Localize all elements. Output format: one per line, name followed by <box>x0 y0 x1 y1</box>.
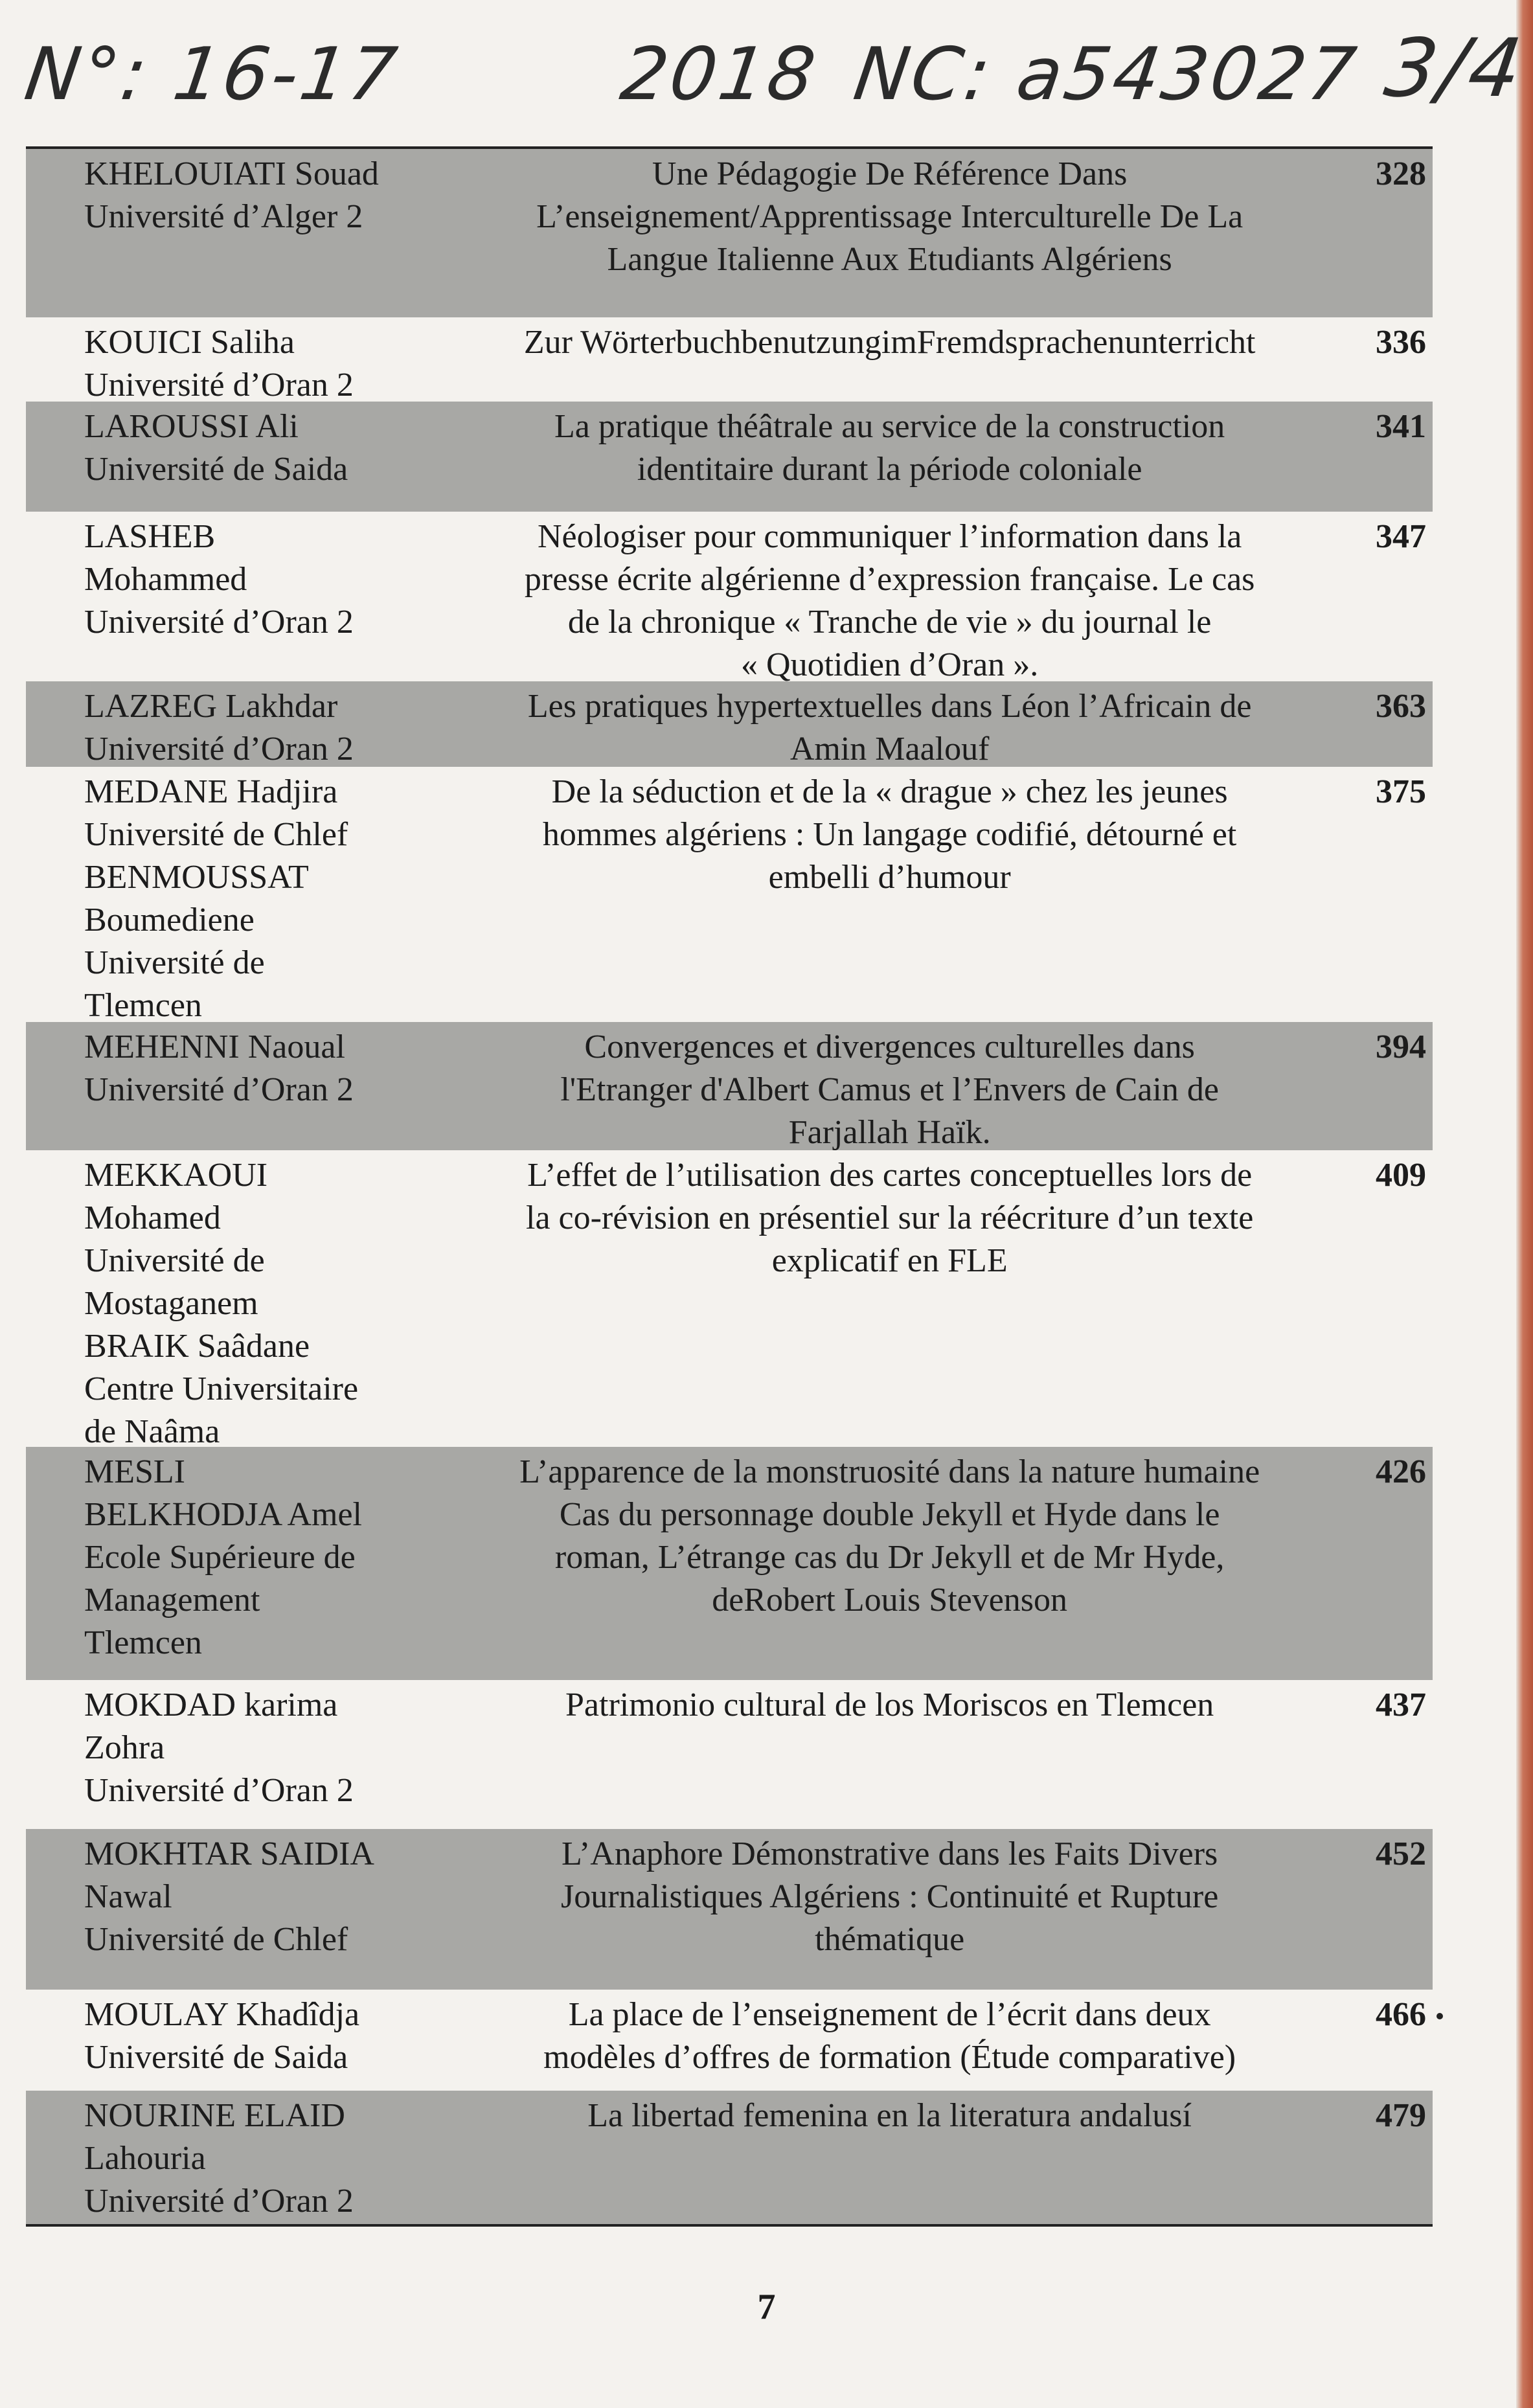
author-line: Mohammed <box>84 561 247 598</box>
toc-authors <box>26 1993 459 2079</box>
author-line: KOUICI Saliha <box>84 324 295 361</box>
toc-title <box>459 685 1301 771</box>
author-line: Université d’Oran 2 <box>84 2183 354 2220</box>
toc-row <box>26 149 1433 317</box>
author-line: Mostaganem <box>84 1285 258 1322</box>
toc-authors <box>26 405 459 491</box>
author-line: KHELOUIATI Souad <box>84 155 379 192</box>
handwritten-header <box>0 19 1533 142</box>
title-line: hommes algériens : Un langage codifié, détourné et <box>542 816 1237 853</box>
title-line: Cas du personnage double Jekyll et Hyde dans le <box>559 1496 1220 1533</box>
toc-page-number: 426 <box>1376 1453 1426 1490</box>
author-line: Lahouria <box>84 2140 206 2177</box>
toc-page-number: 466 <box>1376 1996 1426 2033</box>
title-line: La pratique théâtrale au service de la construction <box>554 408 1225 445</box>
author-line: BENMOUSSAT <box>84 859 309 896</box>
author-line: Université de Chlef <box>84 816 348 853</box>
author-line: Université d’Oran 2 <box>84 367 354 403</box>
author-line: Boumediene <box>84 902 255 938</box>
author-line: Tlemcen <box>84 987 202 1024</box>
author-line: BRAIK Saâdane <box>84 1328 310 1365</box>
title-line: Patrimonio cultural de los Moriscos en Tlemcen <box>565 1687 1214 1723</box>
toc-authors <box>26 1451 459 1664</box>
author-line: Université de Saida <box>84 451 348 488</box>
toc-row <box>26 1447 1433 1680</box>
toc-authors <box>26 2095 459 2223</box>
title-line: Les pratiques hypertextuelles dans Léon l’Africain de <box>527 688 1252 725</box>
title-line: de la chronique « Tranche de vie » du journal le <box>567 604 1212 641</box>
author-line: de Naâma <box>84 1413 220 1450</box>
title-line: L’effet de l’utilisation des cartes conceptuelles lors de <box>527 1157 1253 1194</box>
toc-authors <box>26 685 459 771</box>
page-edge <box>1516 0 1533 2408</box>
toc-page-number: 347 <box>1376 518 1426 555</box>
title-line: « Quotidien d’Oran ». <box>741 646 1039 683</box>
author-line: MOKHTAR SAIDIA <box>84 1835 374 1872</box>
toc-page-number: 363 <box>1376 688 1426 725</box>
title-line: explicatif en FLE <box>771 1242 1008 1279</box>
author-line: Université de Chlef <box>84 1921 348 1958</box>
title-line: roman, L’étrange cas du Dr Jekyll et de Mr Hyde, <box>554 1539 1225 1576</box>
author-line: LAROUSSI Ali <box>84 408 299 445</box>
toc-row <box>26 2091 1433 2224</box>
toc-page-number: 341 <box>1376 408 1426 445</box>
title-line: embelli d’humour <box>768 859 1011 896</box>
toc-title <box>459 405 1301 491</box>
author-line: Université d’Alger 2 <box>84 198 363 235</box>
author-line: MOULAY Khadîdja <box>84 1996 360 2033</box>
author-line: Université d’Oran 2 <box>84 731 354 767</box>
author-line: NOURINE ELAID <box>84 2097 345 2134</box>
title-line: L’enseignement/Apprentissage Interculturelle De La <box>536 198 1243 235</box>
toc-page-number: 328 <box>1376 155 1426 192</box>
author-line: Université d’Oran 2 <box>84 1772 354 1809</box>
toc-authors <box>26 1026 459 1111</box>
toc-title <box>459 771 1301 899</box>
toc-page-number: 375 <box>1376 773 1426 810</box>
toc-authors <box>26 1684 459 1812</box>
title-line: Amin Maalouf <box>789 731 990 767</box>
title-line: Langue Italienne Aux Etudiants Algériens <box>607 241 1172 278</box>
toc-title <box>459 321 1301 364</box>
author-line: LASHEB <box>84 518 216 555</box>
author-line: Université d’Oran 2 <box>84 604 354 641</box>
toc-row <box>26 317 1433 402</box>
title-line: identitaire durant la période coloniale <box>637 451 1142 488</box>
author-line: Tlemcen <box>84 1624 202 1661</box>
toc-authors <box>26 1154 459 1453</box>
toc-page-number: 452 <box>1376 1835 1426 1872</box>
toc-page-number: 409 <box>1376 1157 1426 1194</box>
handwritten-part-fraction: 3/4 <box>1379 22 1530 115</box>
title-line: Convergences et divergences culturelles dans <box>584 1028 1195 1065</box>
author-line: Université d’Oran 2 <box>84 1071 354 1108</box>
title-line: L’apparence de la monstruosité dans la nature humaine <box>519 1453 1260 1490</box>
toc-row <box>26 1150 1433 1450</box>
author-line: MESLI <box>84 1453 185 1490</box>
author-line: LAZREG Lakhdar <box>84 688 338 725</box>
title-line: La libertad femenina en la literatura andalusí <box>587 2097 1192 2134</box>
toc-title <box>459 1451 1301 1622</box>
author-line: Ecole Supérieure de <box>84 1539 356 1576</box>
title-line: thématique <box>815 1921 965 1958</box>
toc-title <box>459 1026 1301 1154</box>
title-line: Néologiser pour communiquer l’information dans la <box>537 518 1242 555</box>
title-line: L’Anaphore Démonstrative dans les Faits Divers <box>561 1835 1218 1872</box>
toc-page-number: 336 <box>1376 324 1426 361</box>
toc-authors <box>26 771 459 1027</box>
toc-page-number: 479 <box>1376 2097 1426 2134</box>
toc-row <box>26 1680 1433 1829</box>
toc-row <box>26 1022 1433 1150</box>
toc-row <box>26 681 1433 767</box>
handwritten-issue-number: N°: 16-17 <box>19 32 404 117</box>
author-line: Nawal <box>84 1878 172 1915</box>
toc-row <box>26 1829 1433 1990</box>
title-line: l'Etranger d'Albert Camus et l’Envers de Cain de <box>560 1071 1219 1108</box>
toc-row <box>26 402 1433 512</box>
author-line: BELKHODJA Amel <box>84 1496 362 1533</box>
author-line: Centre Universitaire <box>84 1370 359 1407</box>
toc-title <box>459 1684 1301 1727</box>
author-line: MEDANE Hadjira <box>84 773 338 810</box>
author-line: MOKDAD karima <box>84 1687 338 1723</box>
toc-authors <box>26 1833 459 1961</box>
toc-row <box>26 512 1433 681</box>
toc-row <box>26 767 1433 1022</box>
title-line: La place de l’enseignement de l’écrit dans deux <box>568 1996 1211 2033</box>
title-line: deRobert Louis Stevenson <box>712 1582 1068 1619</box>
title-line: De la séduction et de la « drague » chez les jeunes <box>551 773 1228 810</box>
author-line: Université de <box>84 1242 265 1279</box>
toc-title <box>459 1154 1301 1282</box>
title-line: Zur WörterbuchbenutzungimFremdsprachenunterricht <box>523 324 1256 361</box>
handwritten-catalog-number: NC: a543027 <box>848 32 1363 117</box>
toc-title <box>459 153 1301 281</box>
table-of-contents <box>26 146 1433 2227</box>
author-line: Université de Saida <box>84 2039 348 2076</box>
author-line: Zohra <box>84 1729 165 1766</box>
author-line: Mohamed <box>84 1199 221 1236</box>
toc-title <box>459 2095 1301 2137</box>
author-line: Université de <box>84 944 265 981</box>
title-line: Journalistiques Algériens : Continuité et Rupture <box>560 1878 1219 1915</box>
title-line: modèles d’offres de formation (Étude comparative) <box>543 2039 1236 2076</box>
author-line: MEHENNI Naoual <box>84 1028 345 1065</box>
author-line: Management <box>84 1582 260 1619</box>
handwritten-year: 2018 <box>615 32 823 117</box>
toc-row <box>26 1990 1433 2091</box>
author-line: MEKKAOUI <box>84 1157 268 1194</box>
title-line: Une Pédagogie De Référence Dans <box>652 155 1128 192</box>
toc-page-number: 437 <box>1376 1687 1426 1723</box>
toc-title <box>459 1833 1301 1961</box>
title-line: Farjallah Haïk. <box>788 1114 991 1151</box>
title-line: presse écrite algérienne d’expression française. Le cas <box>524 561 1255 598</box>
toc-page-number: 394 <box>1376 1028 1426 1065</box>
toc-title <box>459 516 1301 687</box>
title-line: la co-révision en présentiel sur la réécriture d’un texte <box>526 1199 1254 1236</box>
toc-authors <box>26 321 459 407</box>
page-footer-number: 7 <box>757 2287 776 2327</box>
toc-authors <box>26 153 459 238</box>
toc-title <box>459 1993 1301 2079</box>
toc-authors <box>26 516 459 644</box>
stray-mark <box>1436 2013 1443 2019</box>
